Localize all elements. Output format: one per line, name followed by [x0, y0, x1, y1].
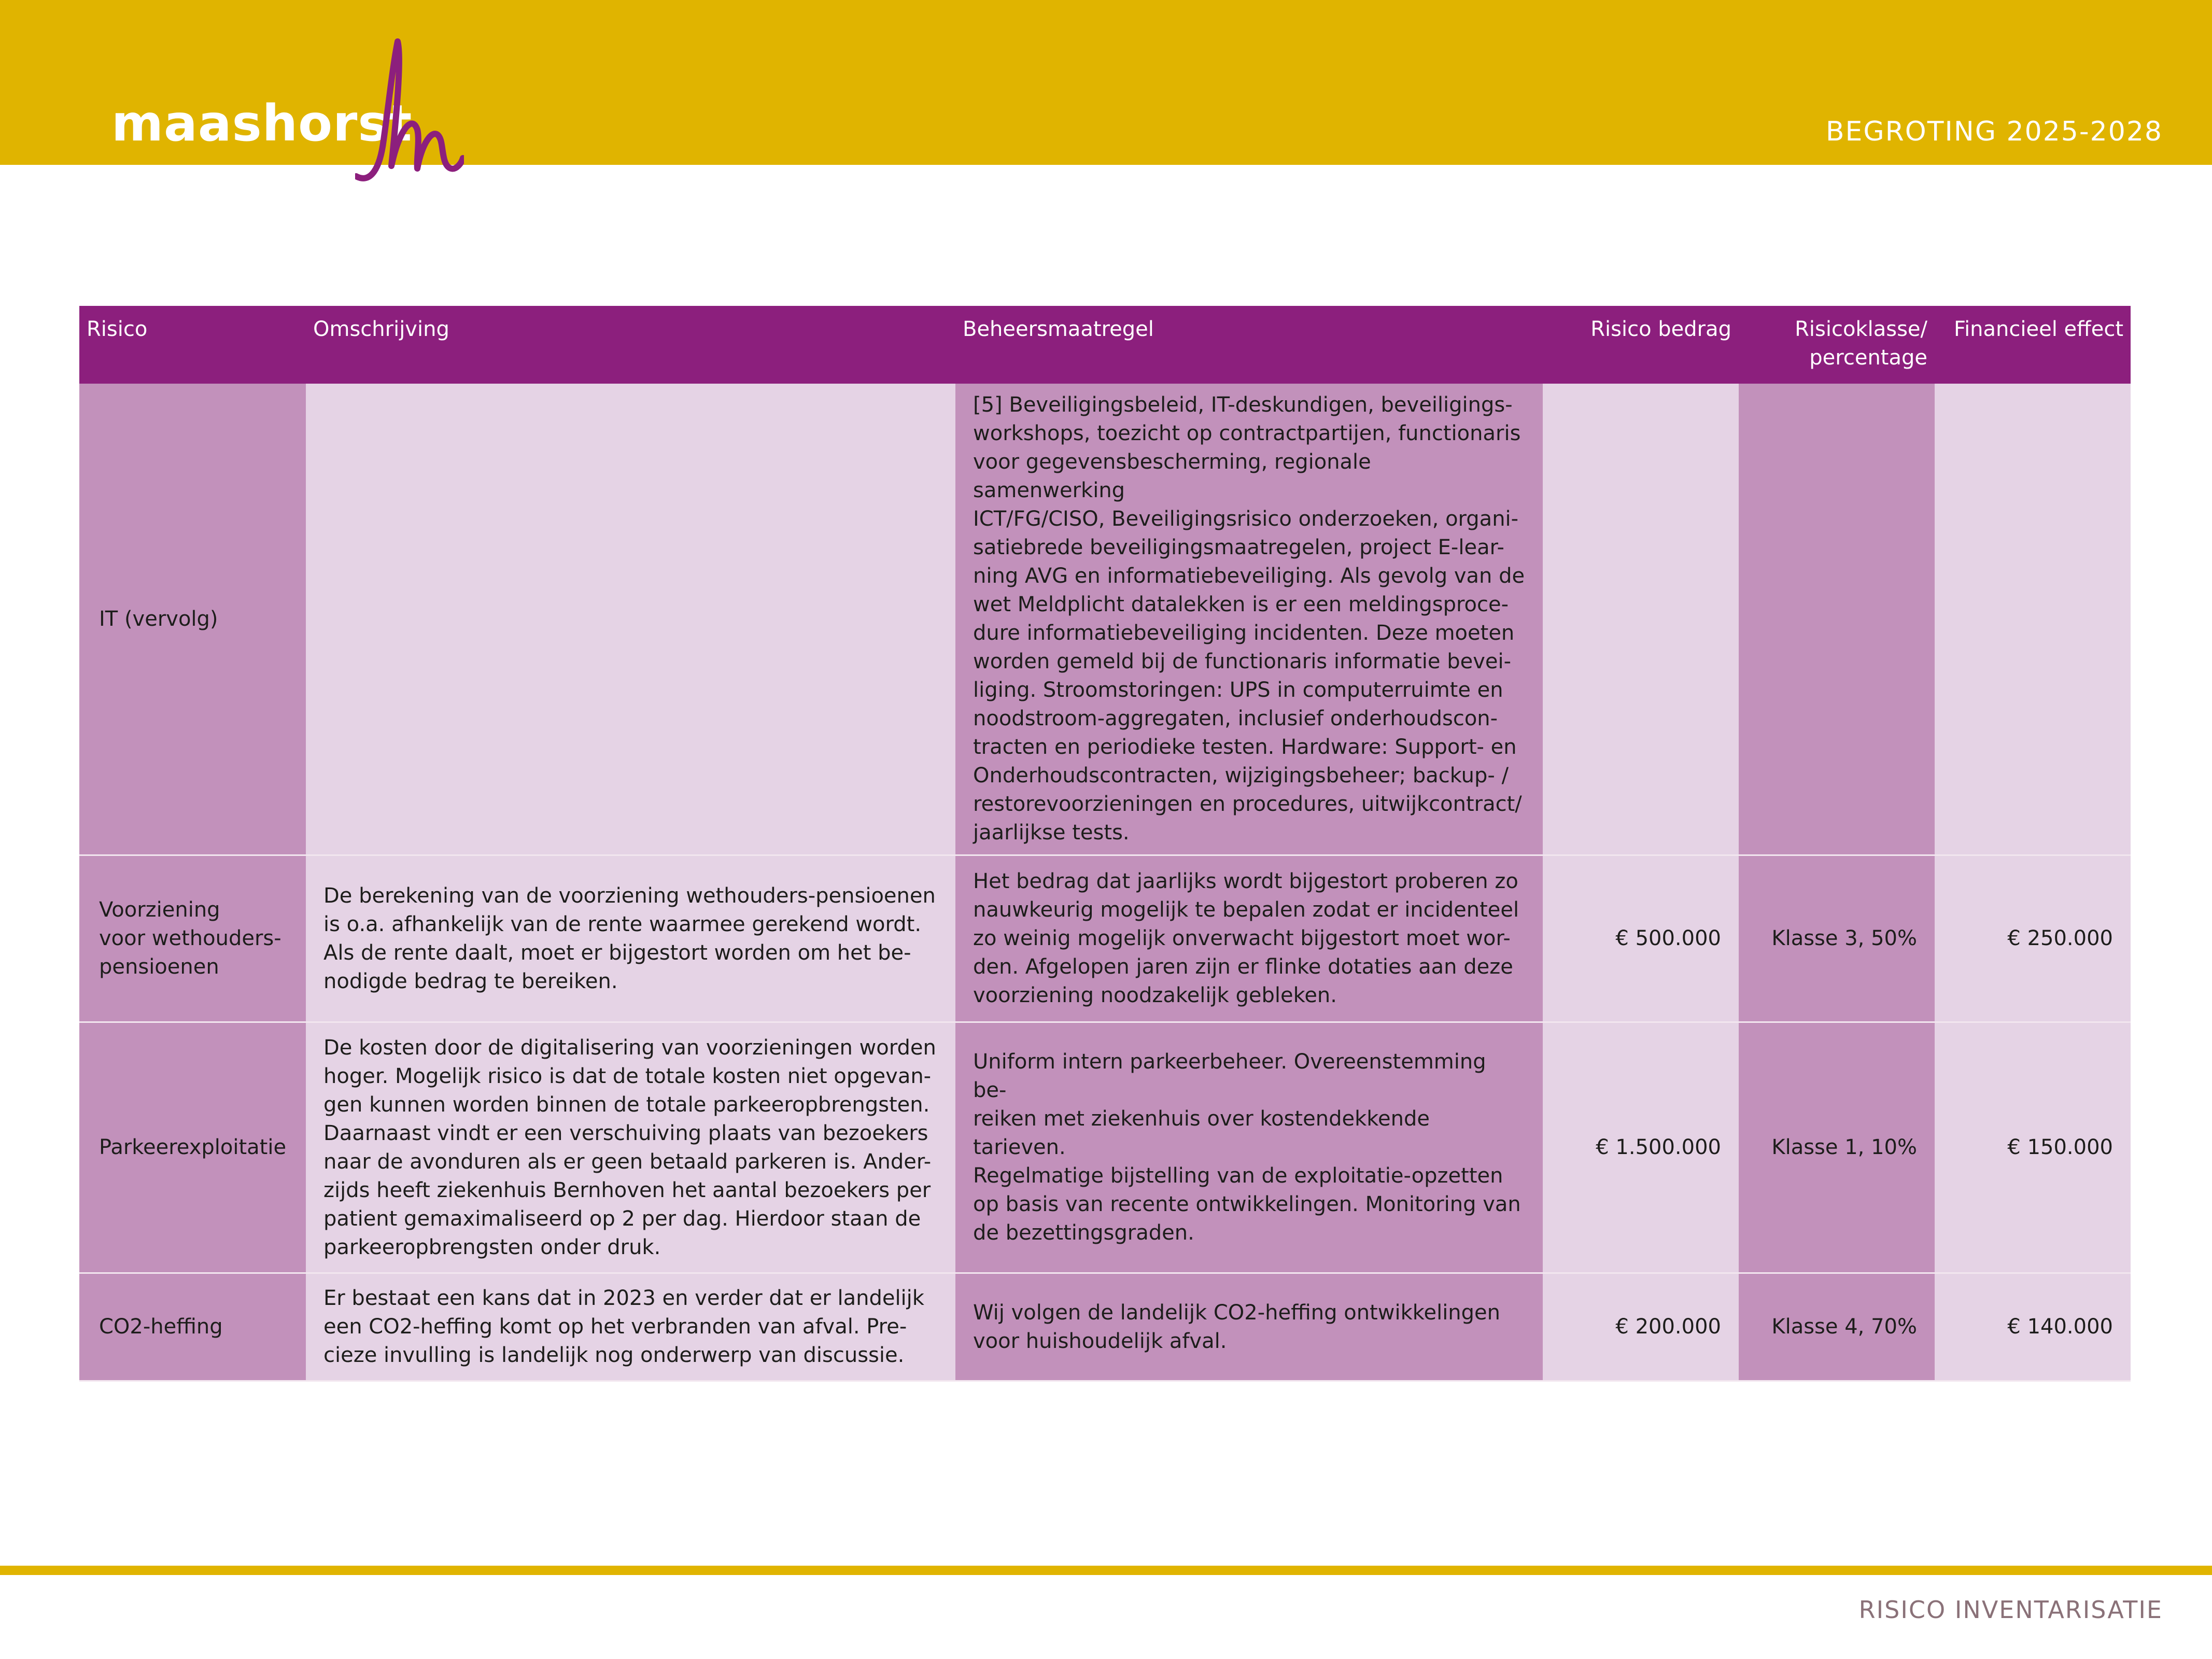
table-row	[79, 855, 2131, 1022]
risico-bedrag-cell: € 500.000	[1543, 855, 1739, 1022]
risicoklasse-cell: Klasse 1, 10%	[1739, 1022, 1935, 1273]
table-row	[79, 1022, 2131, 1273]
risicoklasse-cell: Klasse 4, 70%	[1739, 1273, 1935, 1381]
column-header-risico-bedrag: Risico bedrag	[1543, 306, 1739, 384]
risicoklasse-cell: Klasse 3, 50%	[1739, 855, 1935, 1022]
financieel-effect-cell	[1935, 384, 2131, 855]
risico-bedrag-cell: € 200.000	[1543, 1273, 1739, 1381]
column-header-omschrijving: Omschrijving	[306, 306, 955, 384]
financieel-effect-cell: € 140.000	[1935, 1273, 2131, 1381]
risico-cell: IT (vervolg)	[79, 384, 306, 855]
risico-cell: Voorziening voor wethouders- pensioenen	[79, 855, 306, 1022]
risico-bedrag-cell	[1543, 384, 1739, 855]
logo-m-mark-icon	[355, 36, 464, 187]
risicoklasse-cell	[1739, 384, 1935, 855]
footer-title: RISICO INVENTARISATIE	[1858, 1596, 2163, 1624]
omschrijving-cell: Er bestaat een kans dat in 2023 en verder dat er landelijk een CO2-heffing komt op het verbranden van afval. Pre- cieze invulling is landelijk nog onderwerp van discussie.	[306, 1273, 955, 1381]
table-row	[79, 384, 2131, 855]
risico-bedrag-cell: € 1.500.000	[1543, 1022, 1739, 1273]
omschrijving-cell: De kosten door de digitalisering van voorzieningen worden hoger. Mogelijk risico is dat de totale kosten niet opgevan- gen kunnen worden binnen de totale parkeeropbrengsten. Daarnaast vindt er een verschuiving plaats van bezoekers naar de avonduren als er geen betaald parkeren is. Ander- zijds heeft ziekenhuis Bernhoven het aantal bezoekers per patient gemaximaliseerd op 2 per dag. Hierdoor staan de parkeeropbrengsten onder druk.	[306, 1022, 955, 1273]
table-header-row	[79, 306, 2131, 384]
financieel-effect-cell: € 150.000	[1935, 1022, 2131, 1273]
logo-text: maashorst	[111, 94, 413, 152]
omschrijving-cell	[306, 384, 955, 855]
column-header-financieel-effect: Financieel effect	[1935, 306, 2131, 384]
footer-rule	[0, 1566, 2212, 1575]
financieel-effect-cell: € 250.000	[1935, 855, 2131, 1022]
risico-cell: Parkeerexploitatie	[79, 1022, 306, 1273]
maashorst-logo	[111, 36, 464, 187]
beheersmaatregel-cell: [5] Beveiligingsbeleid, IT-deskundigen, beveiligings- workshops, toezicht op contractpartijen, functionaris voor gegevensbescherming, regionale samenwerking ICT/FG/CISO, Beveiligingsrisico onderzoeken, organi- satiebrede beveiligingsmaatregelen, project E-lear- ning AVG en informatiebeveiliging. Als gevolg van de wet Meldplicht datalekken is er een meldingsproce- dure informatiebeveiliging incidenten. Deze moeten worden gemeld bij de functionaris informatie bevei- liging. Stroomstoringen: UPS in computerruimte en noodstroom-aggregaten, inclusief onderhoudscon- tracten en periodieke testen. Hardware: Support- en Onderhoudscontracten, wijzigingsbeheer; backup- / restorevoorzieningen en procedures, uitwijkcontract/ jaarlijkse tests.	[955, 384, 1543, 855]
risico-cell: CO2-heffing	[79, 1273, 306, 1381]
beheersmaatregel-cell: Het bedrag dat jaarlijks wordt bijgestort proberen zo nauwkeurig mogelijk te bepalen zodat er incidenteel zo weinig mogelijk onverwacht bijgestort moet wor- den. Afgelopen jaren zijn er flinke dotaties aan deze voorziening noodzakelijk gebleken.	[955, 855, 1543, 1022]
column-header-risicoklasse: Risicoklasse/ percentage	[1739, 306, 1935, 384]
column-header-beheersmaatregel: Beheersmaatregel	[955, 306, 1543, 384]
table-row	[79, 1273, 2131, 1381]
omschrijving-cell: De berekening van de voorziening wethouders-pensioenen is o.a. afhankelijk van de rente waarmee gerekend wordt. Als de rente daalt, moet er bijgestort worden om het be- nodigde bedrag te bereiken.	[306, 855, 955, 1022]
risk-table	[79, 306, 2131, 1382]
beheersmaatregel-cell: Uniform intern parkeerbeheer. Overeenstemming be- reiken met ziekenhuis over kostendekkende tarieven. Regelmatige bijstelling van de exploitatie-opzetten op basis van recente ontwikkelingen. Monitoring van de bezettingsgraden.	[955, 1022, 1543, 1273]
beheersmaatregel-cell: Wij volgen de landelijk CO2-heffing ontwikkelingen voor huishoudelijk afval.	[955, 1273, 1543, 1381]
column-header-risico: Risico	[79, 306, 306, 384]
header-title: BEGROTING 2025-2028	[1825, 116, 2163, 147]
